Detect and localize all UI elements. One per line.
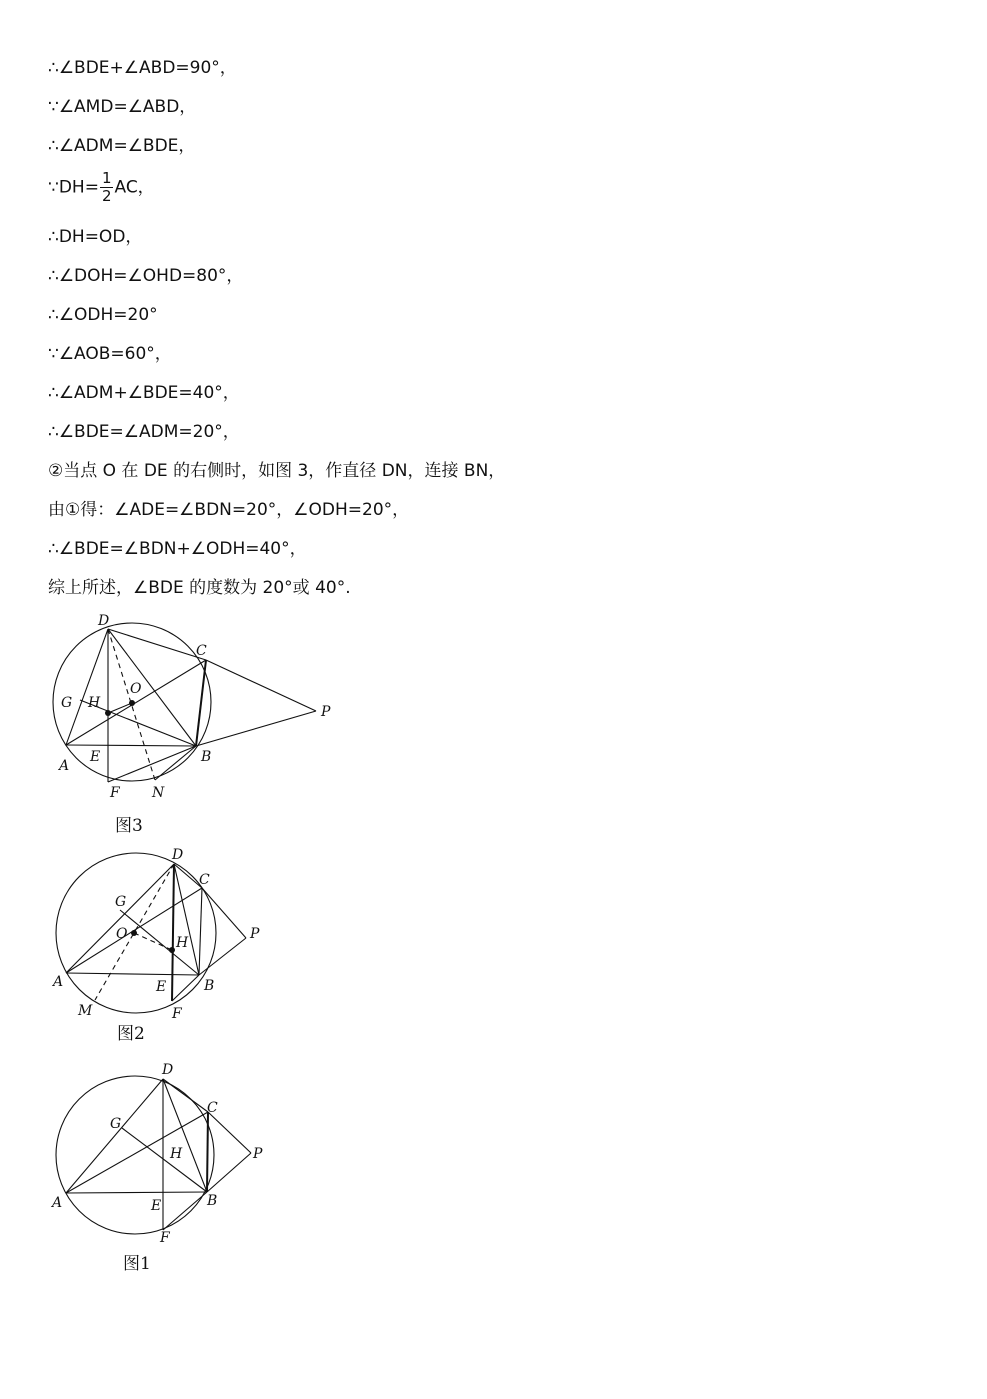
fig2-line-DF (172, 864, 174, 1001)
fig1-caption: 图1 (123, 1254, 151, 1274)
fig1-label-E: E (151, 1198, 162, 1214)
fig1-line-DA (66, 1079, 163, 1193)
fig1-line-FB (163, 1192, 207, 1230)
fig1-label-G: G (110, 1116, 122, 1132)
fig3-label-G: G (61, 695, 73, 711)
fig1-label-H: H (170, 1146, 183, 1162)
fig1-label-A: A (52, 1195, 63, 1211)
fig2-line-CB (199, 888, 202, 975)
fig3-line-DC (108, 629, 206, 660)
fig2-label-M: M (78, 1003, 93, 1019)
fig2-line-BP (199, 938, 246, 975)
proof-line-14: 综上所述，∠BDE 的度数为 20°或 40°. (48, 578, 351, 598)
fig3-point-H (105, 710, 111, 716)
fig2-line-DA (66, 864, 174, 973)
fig2-label-P: P (250, 926, 260, 942)
fig1-line-AC (66, 1112, 208, 1193)
fraction-prefix: ∵DH= (48, 177, 99, 198)
fig2-label-H: H (176, 935, 189, 951)
fraction-denominator: 2 (101, 187, 112, 205)
proof-line-7: ∴∠ODH=20° (48, 305, 158, 325)
fig2-label-E: E (156, 979, 167, 995)
fig1-line-CP (208, 1112, 251, 1153)
proof-line-3: ∴∠ADM=∠BDE， (48, 136, 196, 156)
fraction-numerator: 1 (101, 169, 112, 187)
fig3-label-D: D (98, 613, 110, 629)
fig3-label-H: H (88, 695, 101, 711)
fig3-line-AB (66, 745, 196, 746)
fig1-label-B: B (207, 1193, 218, 1209)
fig3-line-NB (155, 746, 196, 780)
fig2-label-A: A (53, 974, 64, 990)
fig3-line-FB (108, 746, 196, 782)
fig3-point-O (129, 700, 135, 706)
fig3-label-F: F (110, 785, 120, 801)
fig2-point-O (131, 930, 137, 936)
fig3-line-CP (206, 660, 316, 711)
proof-line-9: ∴∠ADM+∠BDE=40°， (48, 383, 240, 403)
fig2-label-G: G (115, 894, 127, 910)
fig3-line-BP (196, 711, 316, 746)
figure-1 (50, 1062, 263, 1274)
fig3-label-N: N (152, 785, 165, 801)
fig3-label-C: C (196, 643, 207, 659)
fig1-label-P: P (253, 1146, 263, 1162)
fig2-label-C: C (199, 872, 210, 888)
fig3-caption: 图3 (115, 816, 143, 836)
fig3-line-DA (66, 629, 108, 745)
proof-line-2: ∵∠AMD=∠ABD， (48, 97, 197, 117)
fig2-line-CP (202, 888, 246, 938)
fig3-label-P: P (321, 704, 331, 720)
fig2-label-O: O (116, 926, 128, 942)
fig2-line-DB (174, 864, 199, 975)
fig2-label-B: B (204, 978, 215, 994)
fig2-label-F: F (172, 1006, 182, 1022)
fig3-label-E: E (90, 749, 101, 765)
fig3-label-A: A (59, 758, 70, 774)
figure-3 (53, 613, 331, 836)
proof-line-13: ∴∠BDE=∠BDN+∠ODH=40°， (48, 539, 307, 559)
fig3-line-HO (108, 703, 132, 713)
proof-line-10: ∴∠BDE=∠ADM=20°， (48, 422, 240, 442)
proof-line-5: ∴DH=OD， (48, 227, 143, 247)
fig1-label-C: C (207, 1100, 218, 1116)
proof-line-8: ∵∠AOB=60°， (48, 344, 172, 364)
fig1-line-CB (207, 1112, 208, 1192)
proof-line-6: ∴∠DOH=∠OHD=80°， (48, 266, 244, 286)
fig3-label-O: O (130, 681, 142, 697)
fig1-label-F: F (160, 1230, 170, 1246)
fig2-line-FB (172, 975, 199, 1001)
fig2-line-AB (66, 973, 199, 975)
fig1-label-D: D (162, 1062, 174, 1078)
proof-line-11: ②当点 O 在 DE 的右侧时，如图 3，作直径 DN，连接 BN， (48, 461, 506, 481)
fig2-caption: 图2 (117, 1024, 145, 1044)
fig3-label-B: B (201, 749, 212, 765)
fig2-point-H (169, 947, 175, 953)
proof-line-12: 由①得：∠ADE=∠BDN=20°，∠ODH=20°， (48, 500, 410, 520)
proof-line-1: ∴∠BDE+∠ABD=90°， (48, 58, 237, 78)
fig1-line-AB (66, 1192, 207, 1193)
figure-2 (51, 847, 260, 1044)
fraction-suffix: AC， (114, 177, 155, 198)
fig2-label-D: D (172, 847, 184, 863)
